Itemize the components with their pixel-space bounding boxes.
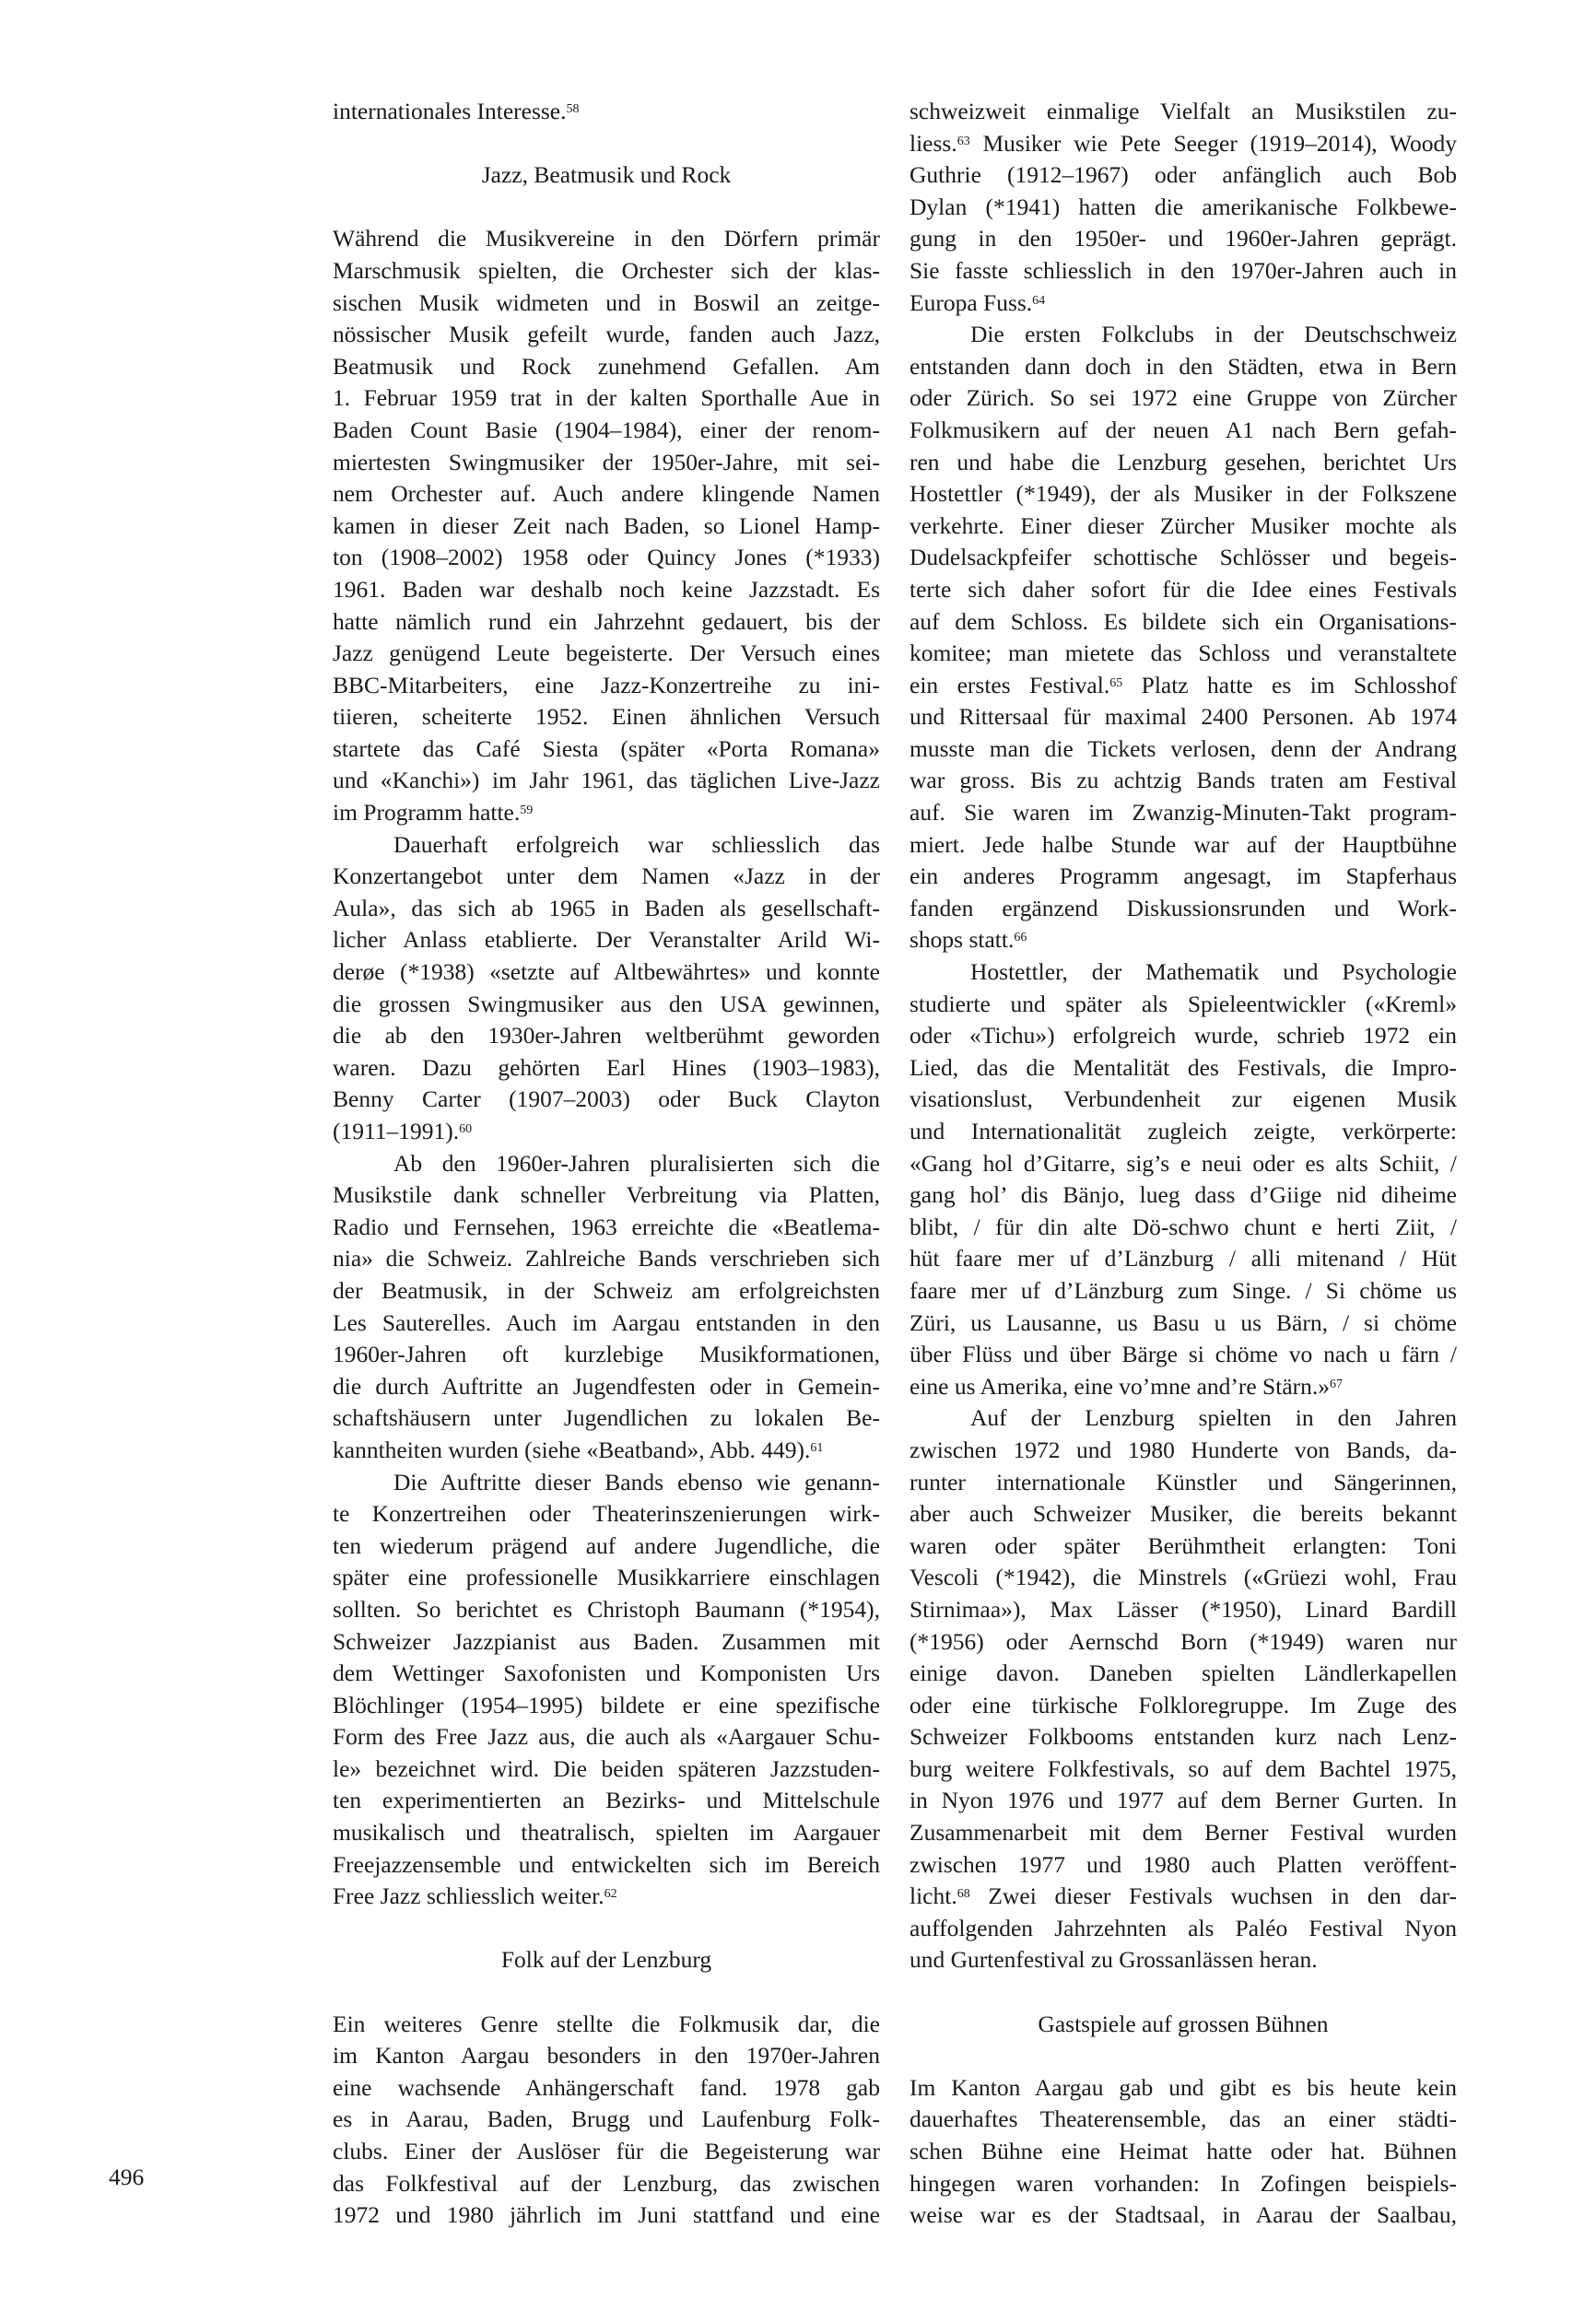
text-line [909,447,1457,479]
line-text: gang hol’ dis Bänjo, lueg dass d’Giige nid diheime [909,1181,1457,1209]
text-line [909,606,1457,639]
line-text: shops statt. [909,926,1015,954]
text-line [909,287,1457,320]
footnote-marker: 58 [566,102,580,116]
text-line [333,1626,880,1659]
line-text: terte sich daher sofort für die Idee eines Festivals [909,575,1457,603]
line-text: Die ersten Folkclubs in der Deutschschweiz [970,321,1457,348]
line-text: musikalisch und theatralisch, spielten im Aargauer [333,1819,880,1847]
text-line [909,478,1457,510]
text-line [333,2009,880,2041]
text-line [909,829,1457,862]
line-text: Lied, das die Mentalität des Festivals, die Impro- [909,1053,1457,1081]
line-text: ten wiederum prägend auf andere Jugendliche, die [333,1531,880,1559]
line-text-after-footnote: Zwei dieser Festivals wuchsen in den dar- [969,1882,1457,1910]
text-line [333,319,880,351]
page-number: 496 [109,2164,145,2190]
line-text: fanden ergänzend Diskussionsrunden und Work- [909,894,1457,921]
text-line [333,287,880,320]
text-line [909,382,1457,415]
text-line [333,1753,880,1786]
text-line [333,382,880,415]
line-text: visationslust, Verbundenheit zur eigenen Musik [909,1085,1457,1113]
line-text: miertesten Swingmusiker der 1950er-Jahre, mit sei- [333,448,880,475]
line-text: (*1956) oder Aernschd Born (*1949) waren nur [909,1627,1457,1655]
line-text: später eine professionelle Musikkarriere einschlagen [333,1564,880,1591]
line-text: Jazz genügend Leute begeisterte. Der Versuch eines [333,639,880,667]
text-line [333,1052,880,1085]
text-line [909,1435,1457,1467]
text-line [909,223,1457,255]
text-line [909,1785,1457,1817]
text-line [333,1148,880,1180]
section-heading: Gastspiele auf grossen Bühnen [1038,2010,1329,2037]
line-text: einige davon. Daneben spielten Ländlerkapellen [909,1659,1457,1687]
text-line [333,924,880,956]
text-line [333,1435,880,1467]
text-line [333,1721,880,1753]
text-line [333,1594,880,1626]
line-text: Schweizer Folkbooms entstanden kurz nach Lenz- [909,1723,1457,1751]
line-text: 1960er-Jahren oft kurzlebige Musikformationen, [333,1341,880,1368]
footnote-marker: 65 [1109,675,1123,690]
line-text: ein anderes Programm angesagt, im Stapferhaus [909,862,1457,890]
line-text: «Gang hol d’Gitarre, sig’s e neui oder es alts Schiit, / [909,1149,1457,1177]
text-line [333,96,880,128]
text-line [909,797,1457,829]
line-text: das Folkfestival auf der Lenzburg, das zwischen [333,2169,880,2197]
text-line [909,1179,1457,1212]
text-line [909,1562,1457,1594]
text-line [909,989,1457,1021]
text-line [333,1785,880,1817]
text-line [333,1084,880,1116]
line-text: Dauerhaft erfolgreich war schliesslich das [393,830,880,858]
text-line [909,733,1457,766]
text-line [909,1243,1457,1275]
text-line [909,1498,1457,1530]
text-line [333,351,880,383]
text-line [909,1402,1457,1435]
line-text: ten experimentierten an Bezirks- und Mittelschule [333,1787,880,1814]
line-text: Benny Carter (1907–2003) oder Buck Clayton [333,1085,880,1113]
text-line [333,1179,880,1212]
line-text: blibt, / für din alte Dö-schwo chunt e herti Ziit, / [909,1213,1457,1240]
line-text: licher Anlass etablierte. Der Veranstalter Arild Wi- [333,926,880,954]
line-text: miert. Jede halbe Stunde war auf der Hauptbühne [909,830,1457,858]
line-text: verkehrte. Einer dieser Zürcher Musiker mochte als [909,511,1457,539]
line-text: ein erstes Festival. [909,671,1110,698]
text-line [909,1148,1457,1180]
text-line [333,829,880,862]
text-line [909,1467,1457,1499]
text-line [333,797,880,829]
text-line [909,1212,1457,1244]
line-text: Les Sauterelles. Auch im Aargau entstanden in den [333,1308,880,1336]
paragraph [333,96,880,128]
text-line [909,1116,1457,1148]
line-text: Baden Count Basie (1904–1984), einer der renom- [333,416,880,443]
line-text: faare mer uf d’Länzburg zum Singe. / Si chöme us [909,1276,1457,1304]
line-text: Stirnimaa»), Max Lässer (*1950), Linard Bardill [909,1595,1457,1623]
text-line [333,2168,880,2200]
text-line [333,2072,880,2105]
line-text: auf dem Schloss. Es bildete sich ein Organisations- [909,607,1457,635]
text-line [909,574,1457,606]
line-text: die grossen Swingmusiker aus den USA gewinnen, [333,990,880,1017]
paragraph [333,1467,880,1913]
text-line [333,1467,880,1499]
text-line [333,1658,880,1690]
text-line [333,1690,880,1722]
line-text: dem Wettinger Saxofonisten und Komponisten Urs [333,1659,880,1687]
line-text-after-footnote: Musiker wie Pete Seeger (1919–2014), Woody [969,129,1457,157]
text-line [909,1594,1457,1626]
line-text: und Rittersaal für maximal 2400 Personen. Ab 1974 [909,703,1457,731]
line-text: oder Zürich. So sei 1972 eine Gruppe von Zürcher [909,384,1457,412]
line-text: die ab den 1930er-Jahren weltberühmt geworden [333,1022,880,1050]
footnote-marker: 62 [604,1887,617,1902]
line-text-after-footnote: Platz hatte es im Schlosshof [1122,671,1457,698]
paragraph [333,2009,880,2232]
line-text: über Flüss und über Bärge si chöme vo nach u färn / [909,1341,1457,1368]
line-text: Marschmusik spielten, die Orchester sich der klas- [333,256,880,284]
line-text: die durch Auftritte an Jugendfesten oder in Gemein- [333,1372,880,1400]
text-line [909,1944,1457,1976]
right-text-column [909,96,1457,2232]
paragraph [333,829,880,1148]
text-line [909,701,1457,733]
text-line [909,924,1457,956]
text-line [909,1020,1457,1052]
line-text: 1961. Baden war deshalb noch keine Jazzstadt. Es [333,575,880,603]
paragraph [333,1148,880,1467]
line-text: Die Auftritte dieser Bands ebenso wie genann- [393,1468,880,1495]
text-line [909,638,1457,670]
text-line [333,1562,880,1594]
text-line [333,510,880,543]
line-text: entstanden dann doch in den Städten, etwa in Bern [909,352,1457,380]
text-line [333,542,880,574]
line-text: Zusammenarbeit mit dem Berner Festival wurden [909,1819,1457,1847]
paragraph [333,223,880,828]
line-text: Hostettler (*1949), der als Musiker in der Folkszene [909,480,1457,508]
text-line [333,1339,880,1371]
text-line [909,1084,1457,1116]
line-text: Aula», das sich ab 1965 in Baden als gesellschaft- [333,894,880,921]
text-line [333,1116,880,1148]
text-line [909,1530,1457,1563]
text-line [333,1530,880,1563]
section-heading: Jazz, Beatmusik und Rock [481,161,732,189]
line-text: nössischer Musik gefeilt wurde, fanden auch Jazz, [333,321,880,348]
line-text: im Programm hatte. [333,799,521,827]
line-text: Form des Free Jazz aus, die auch als «Aargauer Schu- [333,1723,880,1751]
text-line [909,415,1457,447]
text-line [333,1498,880,1530]
footnote-marker: 64 [1032,293,1046,308]
text-line [333,701,880,733]
text-line [909,351,1457,383]
line-text: Auf der Lenzburg spielten in den Jahren [970,1404,1457,1432]
line-text: dauerhaftes Theaterensemble, das an einer städti- [909,2105,1457,2133]
text-line [333,1020,880,1052]
text-line [333,2199,880,2232]
line-text: zwischen 1972 und 1980 Hunderte von Bands, da- [909,1436,1457,1463]
line-text: Folkmusikern auf der neuen A1 nach Bern gefah- [909,416,1457,443]
text-line [333,1402,880,1435]
line-text: liess. [909,129,957,157]
line-text: hüt faare mer uf d’Länzburg / alli mitenand / Hüt [909,1245,1457,1272]
text-line [333,223,880,255]
line-text: Freejazzensemble und entwickelten sich im Bereich [333,1850,880,1878]
text-line [333,606,880,639]
line-text: eine wachsende Anhängerschaft fand. 1978 gab [333,2073,880,2101]
line-text: Vescoli (*1942), die Minstrels («Grüezi wohl, Frau [909,1564,1457,1591]
line-text: Ein weiteres Genre stellte die Folkmusik dar, die [333,2010,880,2037]
line-text: oder «Tichu») erfolgreich wurde, schrieb 1972 ein [909,1022,1457,1050]
line-text: waren. Dazu gehörten Earl Hines (1903–1983), [333,1053,880,1081]
footnote-marker: 61 [810,1440,824,1455]
line-text: Züri, us Lausanne, us Basu u us Bärn, / si chöme [909,1308,1457,1336]
line-text: 1972 und 1980 jährlich im Juni stattfand und eine [333,2201,880,2229]
text-line [333,478,880,510]
footnote-marker: 63 [956,134,970,148]
line-text: und Gurtenfestival zu Grossanlässen heran. [909,1946,1318,1974]
line-text: BBC-Mitarbeiters, eine Jazz-Konzertreihe zu ini- [333,671,880,698]
text-line [333,415,880,447]
line-text: auffolgenden Jahrzehnten als Paléo Festival Nyon [909,1914,1457,1941]
line-text: clubs. Einer der Auslöser für die Begeisterung war [333,2138,880,2164]
text-line [909,2136,1457,2168]
paragraph [909,319,1457,956]
text-line [333,1275,880,1308]
line-text: eine us Amerika, eine vo’mne and’re Stärn.» [909,1372,1331,1400]
line-text: hatte nämlich rund ein Jahrzehnt gedauert, bis der [333,607,880,635]
line-text: Europa Fuss. [909,288,1033,316]
text-line [333,956,880,989]
footnote-marker: 60 [459,1122,473,1136]
text-line [909,1308,1457,1340]
text-line [909,2168,1457,2200]
text-line [333,1308,880,1340]
text-line [909,1339,1457,1371]
text-line [333,638,880,670]
line-text: 1. Februar 1959 trat in der kalten Sporthalle Aue in [333,384,880,412]
text-line [909,1817,1457,1849]
text-line [909,96,1457,128]
text-line [333,1881,880,1913]
footnote-marker: 67 [1330,1377,1344,1391]
line-text: Dylan (*1941) hatten die amerikanische Folkbewe- [909,193,1457,220]
text-line [909,1913,1457,1945]
line-text: Free Jazz schliesslich weiter. [333,1882,604,1910]
line-text: nia» die Schweiz. Zahlreiche Bands verschrieben sich [333,1245,880,1272]
text-line [333,1243,880,1275]
line-text: Musikstile dank schneller Verbreitung via Platten, [333,1181,880,1209]
text-line [333,2104,880,2136]
line-text: Konzertangebot unter dem Namen «Jazz in der [333,862,880,890]
line-text: gung in den 1950er- und 1960er-Jahren geprägt. [909,225,1457,252]
line-text: ren und habe die Lenzburg gesehen, berichtet Urs [909,448,1457,475]
footnote-marker: 66 [1014,931,1027,945]
line-text: Blöchlinger (1954–1995) bildete er eine spezifische [333,1691,880,1718]
text-line [333,861,880,893]
text-line [333,1212,880,1244]
paragraph [909,1402,1457,1976]
text-line [909,1371,1457,1403]
text-line [909,2072,1457,2105]
line-text: schen Bühne eine Heimat hatte oder hat. Bühnen [909,2138,1457,2164]
line-text: weise war es der Stadtsaal, in Aarau der Saalbau, [909,2201,1457,2229]
text-line [909,861,1457,893]
line-text: derøe (*1938) «setzte auf Altbewährtes» und konnte [333,958,880,986]
line-text: war gross. Bis zu achtzig Bands traten am Festival [909,767,1457,794]
line-text: hingegen waren vorhanden: In Zofingen beispiels- [909,2169,1457,2197]
text-line [909,765,1457,797]
text-line [909,956,1457,989]
text-line [333,1849,880,1882]
line-text: Schweizer Jazzpianist aus Baden. Zusammen mit [333,1627,880,1655]
line-text: der Beatmusik, in der Schweiz am erfolgreichsten [333,1276,880,1304]
line-text: tiieren, scheiterte 1952. Einen ähnlichen Versuch [333,703,880,731]
line-text: im Kanton Aargau besonders in den 1970er-Jahren [333,2042,880,2070]
text-line [909,1849,1457,1882]
text-line [909,1721,1457,1753]
text-line [909,255,1457,287]
line-text: in Nyon 1976 und 1977 auf dem Berner Gurten. In [909,1787,1457,1814]
line-text: licht. [909,1882,957,1910]
line-text: es in Aarau, Baden, Brugg und Laufenburg Folk- [333,2105,880,2133]
text-line [909,1881,1457,1913]
line-text: burg weitere Folkfestivals, so auf dem Bachtel 1975, [909,1754,1457,1782]
text-line [333,574,880,606]
line-text: Sie fasste schliesslich in den 1970er-Jahren auch in [909,256,1457,284]
line-text: oder eine türkische Folkloregruppe. Im Zuge des [909,1691,1457,1718]
text-line [909,159,1457,192]
line-text: komitee; man mietete das Schloss und veranstaltete [909,639,1457,667]
text-line [909,2104,1457,2136]
text-line [909,2199,1457,2232]
text-line [333,2136,880,2168]
text-line [333,989,880,1021]
text-line [333,733,880,766]
text-line [909,319,1457,351]
line-text: kamen in dieser Zeit nach Baden, so Lionel Hamp- [333,511,880,539]
line-text: schaftshäusern unter Jugendlichen zu lokalen Be- [333,1404,880,1432]
text-line [333,255,880,287]
line-text: auf. Sie waren im Zwanzig-Minuten-Takt program- [909,799,1457,827]
line-text: internationales Interesse. [333,98,567,124]
footnote-marker: 68 [956,1887,970,1902]
line-text: Hostettler, der Mathematik und Psychologie [970,958,1457,986]
line-text: musste man die Tickets verlosen, denn der Andrang [909,734,1457,762]
line-text: startete das Café Siesta (später «Porta Romana» [333,734,880,762]
paragraph [909,2072,1457,2232]
text-line [909,1753,1457,1786]
line-text: schweizweit einmalige Vielfalt an Musikstilen zu- [909,98,1457,124]
line-text: waren oder später Berühmtheit erlangten: Toni [909,1531,1457,1559]
line-text: Ab den 1960er-Jahren pluralisierten sich die [393,1149,880,1177]
line-text: runter internationale Künstler und Sängerinnen, [909,1468,1457,1495]
line-text: Dudelsackpfeifer schottische Schlösser und begeis- [909,544,1457,571]
text-line [909,1626,1457,1659]
line-text: le» bezeichnet wird. Die beiden späteren Jazzstuden- [333,1754,880,1782]
text-line [333,2040,880,2072]
text-line [909,1658,1457,1690]
line-text: zwischen 1977 und 1980 auch Platten veröffent- [909,1850,1457,1878]
text-line [333,893,880,925]
section-heading: Folk auf der Lenzburg [500,1946,712,1974]
line-text: und «Kanchi») im Jahr 1961, das täglichen Live-Jazz [333,767,880,794]
line-text: aber auch Schweizer Musiker, die bereits bekannt [909,1500,1457,1528]
line-text: te Konzertreihen oder Theaterinszenierungen wirk- [333,1500,880,1528]
text-line [909,192,1457,224]
paragraph [909,96,1457,319]
line-text: sischen Musik widmeten und in Boswil an zeitge- [333,288,880,316]
text-line [909,128,1457,160]
line-text: Während die Musikvereine in den Dörfern primär [333,225,880,252]
line-text: (1911–1991). [333,1118,460,1144]
footnote-marker: 59 [520,803,534,818]
text-line [333,1817,880,1849]
left-text-column [333,96,880,2232]
text-line [333,765,880,797]
line-text: Beatmusik und Rock zunehmend Gefallen. Am [333,352,880,380]
text-line [909,1052,1457,1085]
line-text: Radio und Fernsehen, 1963 erreichte die «Beatlema- [333,1213,880,1240]
text-line [333,447,880,479]
line-text: nem Orchester auf. Auch andere klingende Namen [333,480,880,508]
text-line [909,893,1457,925]
line-text: studierte und später als Spieleentwickler («Kreml» [909,990,1457,1017]
text-line [909,670,1457,702]
text-line [909,1275,1457,1308]
line-text: ton (1908–2002) 1958 oder Quincy Jones (*1933) [333,544,880,571]
line-text: und Internationalität zugleich zeigte, verkörperte: [909,1118,1457,1144]
line-text: kanntheiten wurden (siehe «Beatband», Abb. 449). [333,1436,811,1463]
line-text: Guthrie (1912–1967) oder anfänglich auch Bob [909,161,1457,189]
paragraph [909,956,1457,1402]
line-text: Im Kanton Aargau gab und gibt es bis heute kein [909,2073,1457,2101]
line-text: sollten. So berichtet es Christoph Baumann (*1954), [333,1595,880,1623]
text-line [909,510,1457,543]
text-line [909,1690,1457,1722]
text-line [333,670,880,702]
text-line [333,1371,880,1403]
text-line [909,542,1457,574]
